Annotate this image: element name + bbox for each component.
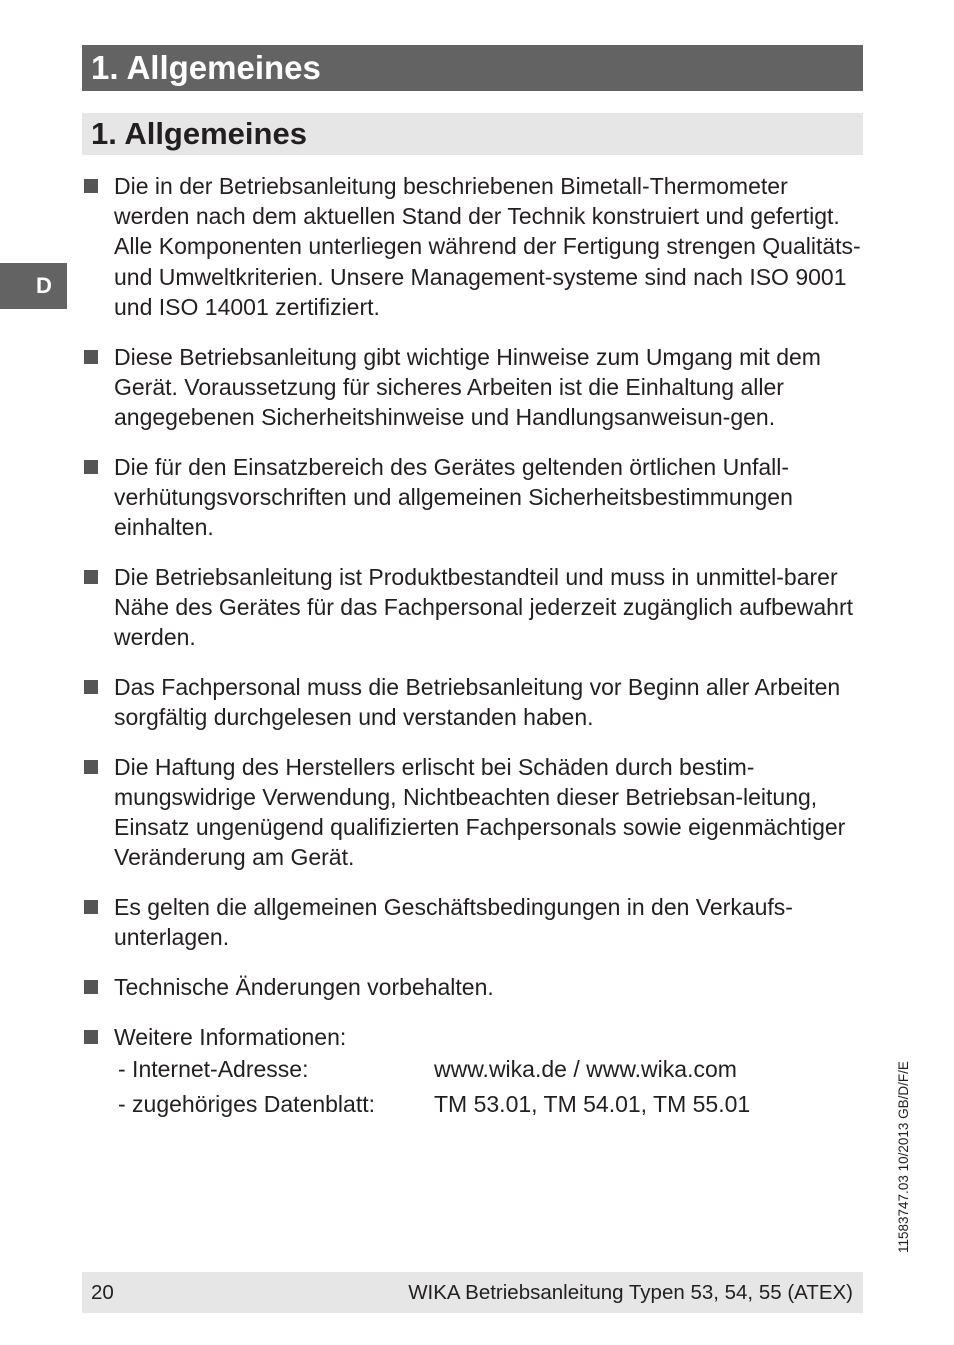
more-info-item: [82, 1022, 867, 1122]
square-bullet-icon: [84, 570, 98, 584]
datasheet-label: - zugehöriges Datenblatt:: [118, 1090, 375, 1117]
page-number: 20: [91, 1281, 114, 1304]
square-bullet-icon: [84, 980, 98, 994]
square-bullet-icon: [84, 680, 98, 694]
list-item-text: Das Fachpersonal muss die Betriebsanleitung vor Beginn aller Arbeiten sorgfältig durchgelesen und verstanden haben.: [114, 673, 841, 731]
list-item-text: Die Haftung des Herstellers erlischt bei Schäden durch bestim-mungswidrige Verwendung, Nichtbeachten dieser Betriebsan-leitung, Einsatz ungenügend qualifizierten Fachpersonals sowie eigenmächtiger Veränderung am Gerät.: [114, 753, 846, 871]
more-info-heading: Weitere Informationen:: [114, 1023, 347, 1050]
datasheet-value: TM 53.01, TM 54.01, TM 55.01: [434, 1090, 751, 1117]
language-tab-label: D: [36, 273, 52, 298]
list-item: [82, 672, 867, 732]
list-item: [82, 752, 867, 873]
internet-address-value: www.wika.de / www.wika.com: [434, 1055, 737, 1082]
list-item-text: Die in der Betriebsanleitung beschriebenen Bimetall-Thermometer werden nach dem aktuellen Stand der Technik konstruiert und gefertigt. Alle Komponenten unterliegen während der Fertigung strengen Qualitäts- und Umweltkriterien. Unsere Management-systeme sind nach ISO 9001 und ISO 14001 zertifiziert.: [114, 173, 861, 320]
list-item-text: Es gelten die allgemeinen Geschäftsbedingungen in den Verkaufs-unterlagen.: [114, 894, 793, 951]
page-footer: [82, 1272, 863, 1313]
list-item: [82, 562, 867, 653]
list-item: [82, 892, 867, 952]
square-bullet-icon: [84, 350, 98, 364]
info-row-internet: [114, 1052, 867, 1087]
square-bullet-icon: [84, 900, 98, 914]
list-item: [82, 452, 867, 543]
list-item: [82, 171, 867, 322]
chapter-heading-bar: [82, 45, 863, 91]
internet-address-label: - Internet-Adresse:: [118, 1055, 309, 1082]
list-item: [82, 972, 867, 1002]
square-bullet-icon: [84, 460, 98, 474]
list-item-text: Die für den Einsatzbereich des Gerätes geltenden örtlichen Unfall-verhütungsvorschriften und allgemeinen Sicherheitsbestimmungen einhalten.: [114, 453, 793, 541]
chapter-heading: 1. Allgemeines: [91, 49, 321, 86]
list-item-text: Diese Betriebsanleitung gibt wichtige Hinweise zum Umgang mit dem Gerät. Voraussetzung für sicheres Arbeiten ist die Einhaltung aller angegebenen Sicherheitshinweise und Handlungsanweisun-gen.: [114, 343, 821, 430]
square-bullet-icon: [84, 760, 98, 774]
square-bullet-icon: [84, 1030, 98, 1044]
list-item-text: Die Betriebsanleitung ist Produktbestandteil und muss in unmittel-barer Nähe des Gerätes für das Fachpersonal jederzeit zugänglich aufbewahrt werden.: [114, 563, 853, 651]
document-code: 11583747.03 10/2013 GB/D/F/E: [896, 1061, 911, 1253]
square-bullet-icon: [84, 179, 98, 193]
section-heading-bar: [82, 113, 863, 155]
list-item-text: Technische Änderungen vorbehalten.: [114, 973, 494, 1000]
bullet-list: [82, 171, 867, 1141]
list-item: [82, 342, 867, 433]
info-row-datasheet: [114, 1087, 867, 1122]
section-heading: 1. Allgemeines: [91, 116, 307, 151]
language-tab: [0, 263, 67, 309]
footer-title: WIKA Betriebsanleitung Typen 53, 54, 55 (ATEX): [408, 1281, 853, 1304]
